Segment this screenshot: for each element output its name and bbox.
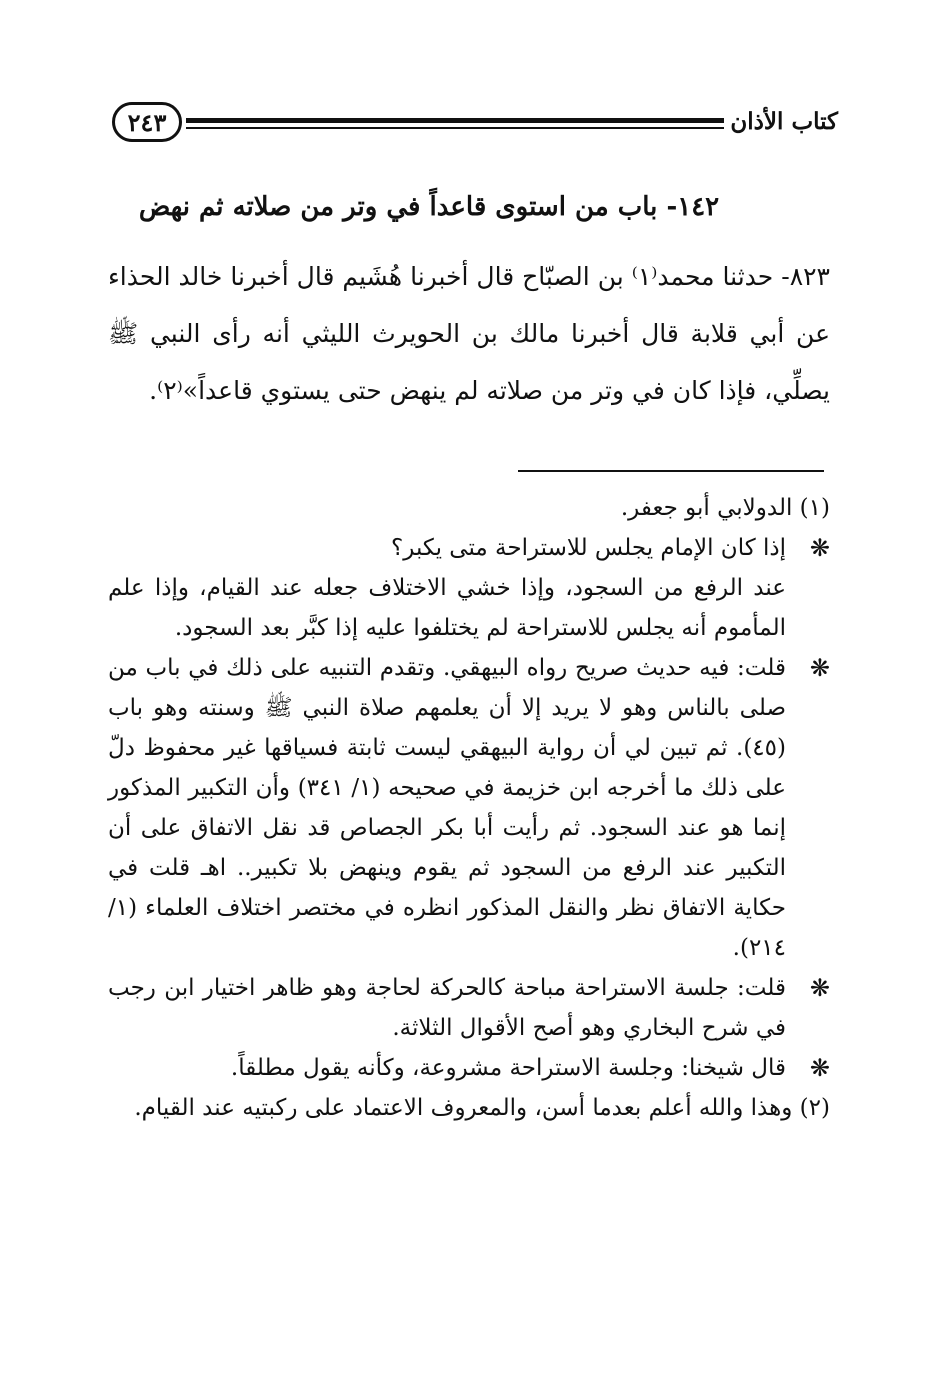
header-rule-thick bbox=[186, 118, 724, 123]
book-title: كتاب الأذان bbox=[730, 108, 838, 135]
note-answer: عند الرفع من السجود، وإذا خشي الاختلاف جعله عند القيام، وإذا علم المأموم أنه يجلس للاستراحة لم يختلفوا عليه إذا كبَّر بعد السجود. bbox=[108, 575, 786, 641]
page-header bbox=[112, 98, 838, 150]
note-istiraha bbox=[108, 968, 830, 1048]
asterism-icon: ❋ bbox=[809, 534, 830, 562]
page-number: ٢٤٣ bbox=[127, 107, 167, 137]
header-rule-thin bbox=[186, 127, 724, 129]
footnote-separator bbox=[518, 470, 824, 472]
note-question-text: إذا كان الإمام يجلس للاستراحة متى يكبر؟ bbox=[391, 535, 786, 561]
note-question bbox=[108, 528, 830, 568]
note-istiraha-text: قلت: جلسة الاستراحة مباحة كالحركة لحاجة وهو ظاهر اختيار ابن رجب في شرح البخاري وهو أصح الأقوال الثلاثة. bbox=[108, 975, 786, 1041]
footnote-1: (١) الدولابي أبو جعفر. bbox=[620, 495, 830, 521]
footnotes bbox=[108, 488, 830, 1128]
page-number-badge bbox=[112, 102, 182, 142]
note-shaykh bbox=[108, 1048, 830, 1088]
footnote-2: (٢) وهذا والله أعلم بعدما أسن، والمعروف الاعتماد على ركبتيه عند القيام. bbox=[134, 1095, 830, 1121]
note-bayhaqi-text: قلت: فيه حديث صريح رواه البيهقي. وتقدم التنبيه على ذلك في باب من صلى بالناس وهو لا يريد إلا أن يعلمهم صلاة النبي ﷺ وسنته وهو باب (٤٥). ثم تبين لي أن رواية البيهقي ليست ثابتة فسياقها غير محفوظ دلّ على ذلك ما أخرجه ابن خزيمة في صحيحه (١/ ٣٤١) وأن التكبير المذكور إنما هو عند السجود. ثم رأيت أبا بكر الجصاص قد نقل الاتفاق على أن التكبير عند الرفع من السجود ثم يقوم وينهض بلا تكبير.. اهـ قلت في حكاية الاتفاق نظر والنقل المذكور انظره في مختصر اختلاف العلماء (١/ ٢١٤). bbox=[108, 655, 786, 961]
hadith-text: ٨٢٣- حدثنا محمد⁽١⁾ بن الصبّاح قال أخبرنا هُشَيم قال أخبرنا خالد الحذاء عن أبي قلابة قال أخبرنا مالك بن الحويرث الليثي أنه رأى النبي ﷺ يصلِّي، فإذا كان في وتر من صلاته لم ينهض حتى يستوي قاعداً»⁽٢⁾. bbox=[108, 262, 830, 405]
asterism-icon: ❋ bbox=[809, 654, 830, 682]
asterism-icon: ❋ bbox=[809, 974, 830, 1002]
note-shaykh-text: قال شيخنا: وجلسة الاستراحة مشروعة، وكأنه يقول مطلقاً. bbox=[230, 1055, 786, 1081]
note-bayhaqi bbox=[108, 648, 830, 968]
chapter-heading: ١٤٢- باب من استوى قاعداً في وتر من صلاته ثم نهض bbox=[138, 192, 720, 222]
asterism-icon: ❋ bbox=[809, 1054, 830, 1082]
